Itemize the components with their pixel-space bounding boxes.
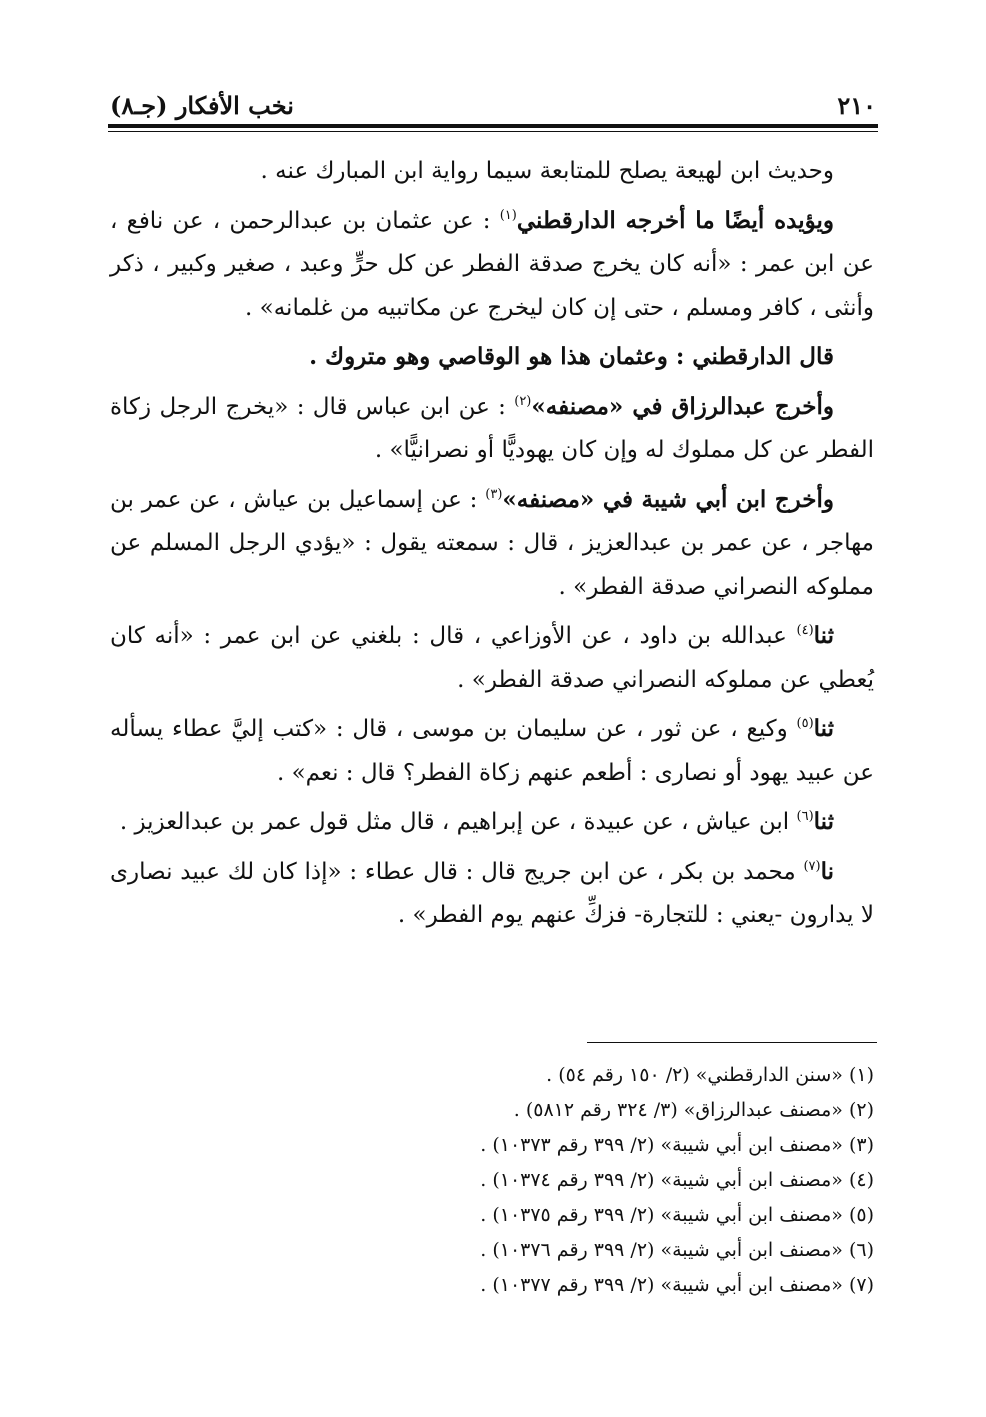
- paragraph-text: وكيع ، عن ثور ، عن سليمان بن موسى ، قال : «كتب إليَّ عطاء يسأله عن عبيد يهود أو نصارى : أطعم عنهم زكاة الفطر؟ قال : نعم» .: [110, 716, 874, 786]
- paragraph-text: عبدالله بن داود ، عن الأوزاعي ، قال : بلغني عن ابن عمر : «أنه كان يُعطي عن مملوكه النصراني صدقة الفطر» .: [110, 623, 874, 693]
- paragraph-text: : عن عثمان بن عبدالرحمن ، عن نافع ، عن ابن عمر : «أنه كان يخرج صدقة الفطر عن كل حرٍّ وعبد ، صغير وكبير ، ذكر وأنثى ، كافر ومسلم ، حتى إن كان ليخرج عن مكاتبيه من غلمانه» .: [110, 207, 874, 321]
- paragraph-2: [110, 199, 874, 331]
- footnote-text: «مصنف ابن أبي شيبة» (٢/ ٣٩٩ رقم ١٠٣٧٧) .: [480, 1274, 843, 1296]
- paragraph-6: [110, 614, 874, 702]
- footnote-5: [110, 1198, 874, 1233]
- footnote-number: (٥): [848, 1204, 874, 1226]
- footnote-ref: (٦): [796, 809, 814, 824]
- footnote-ref: (١): [499, 207, 517, 223]
- footnote-text: «مصنف ابن أبي شيبة» (٢/ ٣٩٩ رقم ١٠٣٧٣) .: [480, 1134, 843, 1156]
- footnote-7: [110, 1268, 874, 1303]
- footnotes: [110, 1058, 874, 1303]
- paragraph-5: [110, 478, 874, 610]
- footnote-ref: (٣): [485, 486, 503, 502]
- footnote-number: (٣): [848, 1134, 874, 1156]
- paragraph-lead: قال الدارقطني : وعثمان هذا هو الوقاصي وهو متروك .: [309, 343, 834, 370]
- page-number: ٢١٠: [837, 90, 876, 120]
- footnote-number: (٦): [848, 1239, 874, 1261]
- footnote-text: «سنن الدارقطني» (٢/ ١٥٠ رقم ٥٤) .: [546, 1064, 843, 1086]
- footnote-4: [110, 1163, 874, 1198]
- paragraph-9: [110, 850, 874, 938]
- footnote-text: «مصنف ابن أبي شيبة» (٢/ ٣٩٩ رقم ١٠٣٧٤) .: [480, 1169, 843, 1191]
- paragraph-lead: نا: [820, 857, 834, 885]
- footnote-number: (٤): [848, 1169, 874, 1191]
- header-rule-thin: [108, 131, 878, 132]
- footnote-number: (٧): [848, 1274, 874, 1296]
- footnote-text: «مصنف ابن أبي شيبة» (٢/ ٣٩٩ رقم ١٠٣٧٥) .: [480, 1204, 843, 1226]
- paragraph-lead: ثنا: [813, 715, 834, 742]
- footnote-number: (١): [848, 1064, 874, 1086]
- paragraph-3: [110, 335, 874, 380]
- paragraph-7: [110, 707, 874, 795]
- footnote-1: [110, 1058, 874, 1093]
- book-title: نخب الأفكار (جـ٨): [110, 90, 294, 120]
- paragraph-lead: وأخرج ابن أبي شيبة في «مصنفه»: [502, 485, 834, 513]
- footnote-ref: (٢): [514, 393, 532, 409]
- paragraph-lead: ثنا: [813, 622, 834, 649]
- paragraph-1: [110, 150, 874, 194]
- paragraph-lead: ويؤيده أيضًا ما أخرجه الدارقطني: [516, 206, 834, 234]
- paragraph-lead: ثنا: [813, 808, 834, 835]
- footnote-text: «مصنف عبدالرزاق» (٣/ ٣٢٤ رقم ٥٨١٢) .: [513, 1099, 843, 1121]
- main-text: [110, 150, 874, 943]
- paragraph-text: محمد بن بكر ، عن ابن جريج قال : قال عطاء : «إذا كان لك عبيد نصارى لا يدارون -يعني : للتجارة- فزكِّ عنهم يوم الفطر» .: [110, 858, 874, 928]
- paragraph-lead: وأخرج عبدالرزاق في «مصنفه»: [531, 392, 834, 420]
- paragraph-text: : عن ابن عباس قال : «يخرج الرجل زكاة الفطر عن كل مملوك له وإن كان يهوديًّا أو نصرانيًّا» .: [110, 393, 874, 463]
- paragraph-text: وحديث ابن لهيعة يصلح للمتابعة سيما رواية ابن المبارك عنه .: [260, 158, 834, 184]
- footnote-ref: (٥): [796, 716, 814, 731]
- footnote-ref: (٤): [796, 623, 814, 638]
- footnote-number: (٢): [848, 1099, 874, 1121]
- header-rule-thick: [108, 124, 878, 128]
- paragraph-text: : عن إسماعيل بن عياش ، عن عمر بن مهاجر ، عن عمر بن عبدالعزيز ، قال : سمعته يقول : «يؤدي الرجل المسلم عن مملوكه النصراني صدقة الفطر» .: [110, 486, 874, 600]
- page-header: [110, 80, 876, 130]
- paragraph-text: ابن عياش ، عن عبيدة ، عن إبراهيم ، قال مثل قول عمر بن عبدالعزيز .: [119, 809, 797, 835]
- footnote-2: [110, 1093, 874, 1128]
- footnote-3: [110, 1128, 874, 1163]
- footnote-text: «مصنف ابن أبي شيبة» (٢/ ٣٩٩ رقم ١٠٣٧٦) .: [480, 1239, 843, 1261]
- paragraph-4: [110, 385, 874, 473]
- paragraph-8: [110, 800, 874, 845]
- footnote-separator: [587, 1042, 877, 1043]
- footnote-ref: (٧): [803, 858, 821, 874]
- footnote-6: [110, 1233, 874, 1268]
